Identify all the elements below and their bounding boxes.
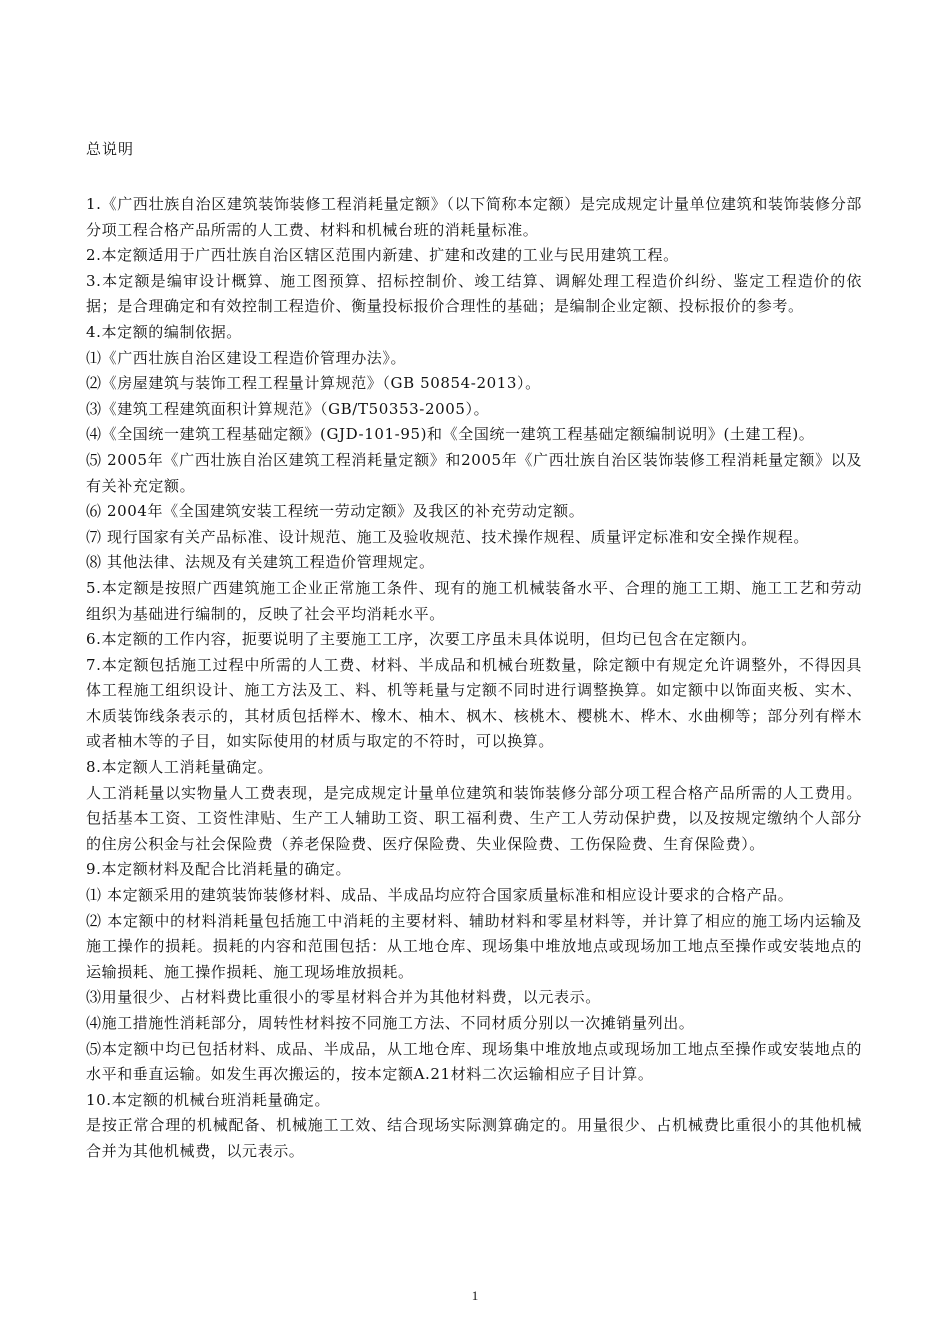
paragraph: 3.本定额是编审设计概算、施工图预算、招标控制价、竣工结算、调解处理工程造价纠纷、鉴定工程造价的依据；是合理确定和有效控制工程造价、衡量投标报价合理性的基础；是编制企业定额、投标报价的参考。 xyxy=(86,271,862,316)
paragraph: 8.本定额人工消耗量确定。 xyxy=(86,758,274,777)
document-body xyxy=(86,192,862,1165)
paragraph: ⑴《广西壮族自治区建设工程造价管理办法》。 xyxy=(86,348,407,367)
paragraph: 9.本定额材料及配合比消耗量的确定。 xyxy=(86,860,352,879)
paragraph: 人工消耗量以实物量人工费表现，是完成规定计量单位建筑和装饰装修分部分项工程合格产品所需的人工费用。包括基本工资、工资性津贴、生产工人辅助工资、职工福利费、生产工人劳动保护费，以及按规定缴纳个人部分的住房公积金与社会保险费（养老保险费、医疗保险费、失业保险费、工伤保险费、生育保险费）。 xyxy=(86,783,862,853)
paragraph: ⑺ 现行国家有关产品标准、设计规范、施工及验收规范、技术操作规程、质量评定标准和安全操作规程。 xyxy=(86,527,809,546)
paragraph: 7.本定额包括施工过程中所需的人工费、材料、半成品和机械台班数量，除定额中有规定允许调整外，不得因具体工程施工组织设计、施工方法及工、料、机等耗量与定额不同时进行调整换算。如定额中以饰面夹板、实木、木质装饰线条表示的，其材质包括榉木、橡木、柚木、枫木、核桃木、樱桃木、桦木、水曲柳等；部分列有榉木或者柚木等的子目，如实际使用的材质与取定的不符时，可以换算。 xyxy=(86,655,862,751)
paragraph: ⑸ 2005年《广西壮族自治区建筑工程消耗量定额》和2005年《广西壮族自治区装饰装修工程消耗量定额》以及有关补充定额。 xyxy=(86,450,862,495)
paragraph: 4.本定额的编制依据。 xyxy=(86,322,242,341)
paragraph: 1.《广西壮族自治区建筑装饰装修工程消耗量定额》（以下简称本定额）是完成规定计量单位建筑和装饰装修分部分项工程合格产品所需的人工费、材料和机械台班的消耗量标准。 xyxy=(86,195,862,239)
paragraph: ⑷《全国统一建筑工程基础定额》(GJD-101-95)和《全国统一建筑工程基础定额编制说明》(土建工程)。 xyxy=(86,425,815,444)
paragraph: ⑴ 本定额采用的建筑装饰装修材料、成品、半成品均应符合国家质量标准和相应设计要求的合格产品。 xyxy=(86,886,794,905)
page-number: 1 xyxy=(471,1288,479,1303)
paragraph: ⑵《房屋建筑与装饰工程工程量计算规范》（GB 50854-2013）。 xyxy=(86,374,541,393)
paragraph: ⑷施工措施性消耗部分，周转性材料按不同施工方法、不同材质分别以一次摊销量列出。 xyxy=(86,1014,695,1032)
paragraph: ⑻ 其他法律、法规及有关建筑工程造价管理规定。 xyxy=(86,553,435,572)
paragraph: 6.本定额的工作内容，扼要说明了主要施工工序，次要工序虽未具体说明，但均已包含在定额内。 xyxy=(86,630,757,649)
paragraph: ⑹ 2004年《全国建筑安装工程统一劳动定额》及我区的补充劳动定额。 xyxy=(86,502,585,521)
paragraph: ⑶用量很少、占材料费比重很小的零星材料合并为其他材料费，以元表示。 xyxy=(86,988,601,1007)
paragraph: ⑵ 本定额中的材料消耗量包括施工中消耗的主要材料、辅助材料和零星材料等，并计算了相应的施工场内运输及施工操作的损耗。损耗的内容和范围包括：从工地仓库、现场集中堆放地点或现场加工地点至操作或安装地点的运输损耗、施工操作损耗、施工现场堆放损耗。 xyxy=(86,911,862,981)
paragraph: 是按正常合理的机械配备、机械施工工效、结合现场实际测算确定的。用量很少、占机械费比重很小的其他机械合并为其他机械费，以元表示。 xyxy=(86,1116,862,1160)
document-title: 总说明 xyxy=(86,140,135,158)
paragraph: ⑶《建筑工程建筑面积计算规范》（GB/T50353-2005）。 xyxy=(86,399,490,418)
paragraph: ⑸本定额中均已包括材料、成品、半成品，从工地仓库、现场集中堆放地点或现场加工地点至操作或安装地点的水平和垂直运输。如发生再次搬运的，按本定额A.21材料二次运输相应子目计算。 xyxy=(86,1039,862,1084)
paragraph: 5.本定额是按照广西建筑施工企业正常施工条件、现有的施工机械装备水平、合理的施工工期、施工工艺和劳动组织为基础进行编制的，反映了社会平均消耗水平。 xyxy=(86,578,862,623)
paragraph: 2.本定额适用于广西壮族自治区辖区范围内新建、扩建和改建的工业与民用建筑工程。 xyxy=(86,246,679,265)
paragraph: 10.本定额的机械台班消耗量确定。 xyxy=(86,1090,331,1109)
